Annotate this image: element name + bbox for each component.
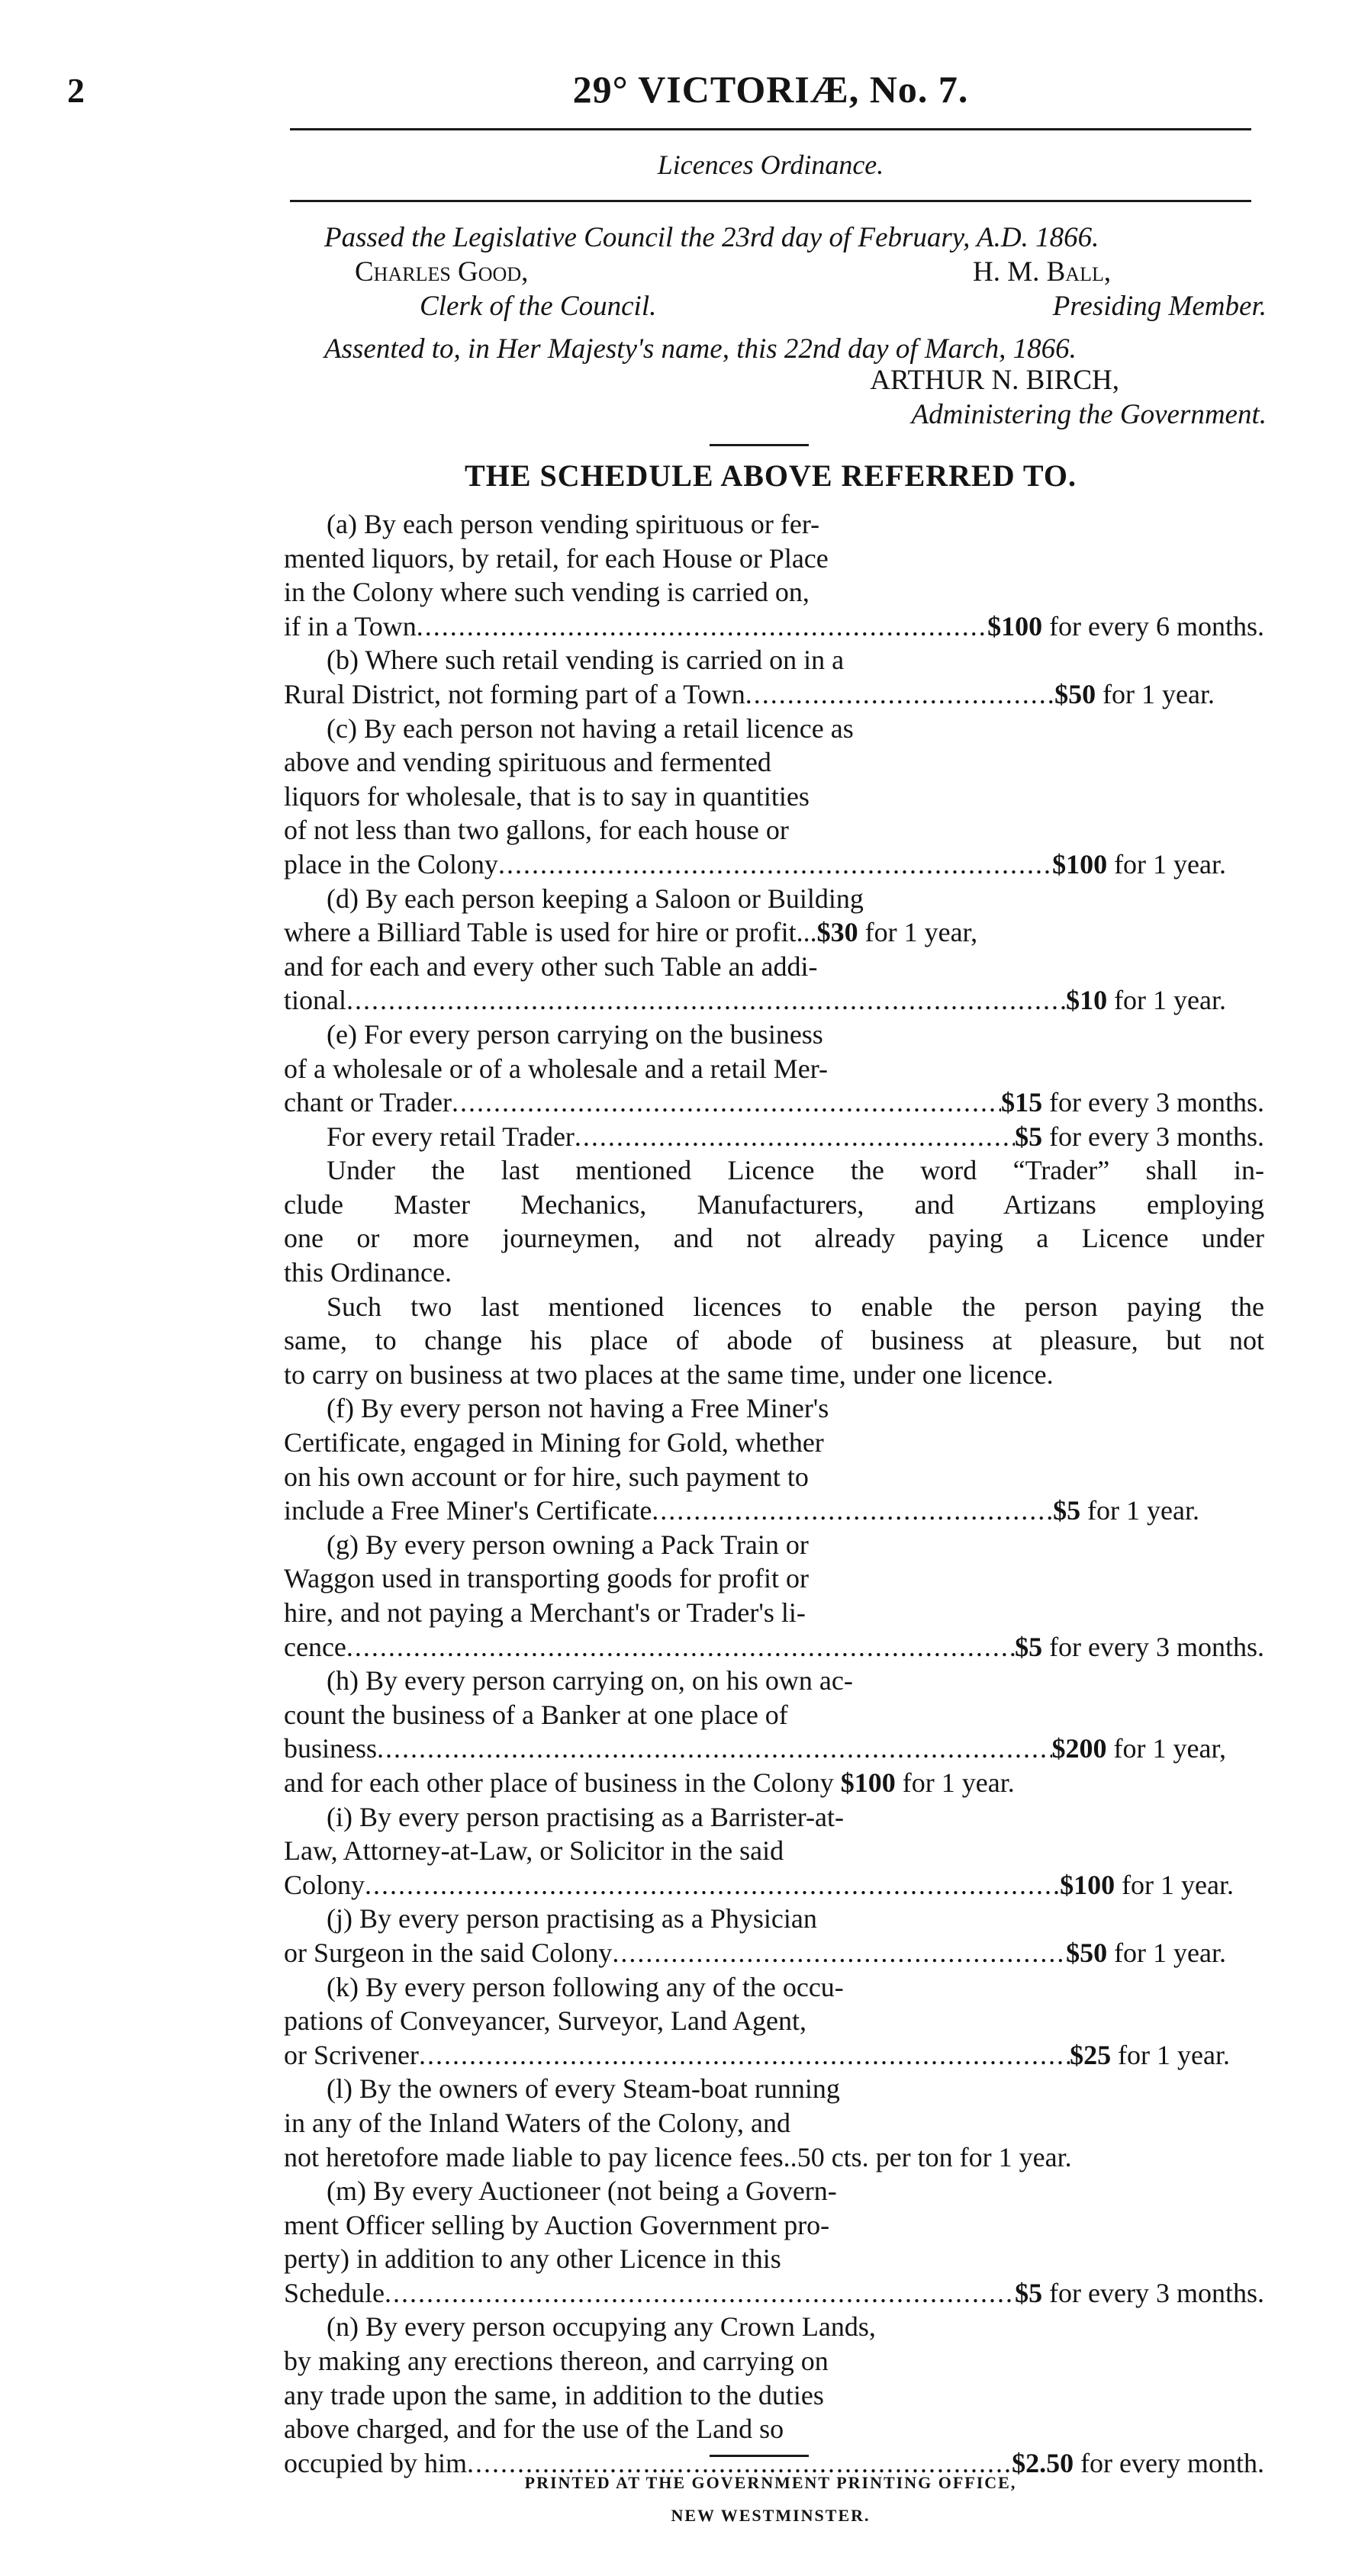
administrator-title: Administering the Government. (911, 399, 1267, 430)
fee-line: Colony ..... $100 for 1 year. (284, 1868, 1234, 1902)
presiding-member-name: H. M. Ball, (973, 256, 1112, 288)
fee-period: for 1 year. (1114, 985, 1226, 1016)
fee-period: for every 3 months. (1049, 1121, 1264, 1152)
schedule-item-b: (b) Where such retail vending is carried on in a Rural District, not forming part of a Town ..... $50 for 1 year. (284, 643, 1264, 711)
fee-line: where a Billiard Table is used for hire or profit... $30 for 1 year, (284, 915, 1226, 950)
fee-period: for 1 year. (1087, 1495, 1199, 1526)
fee-period: for 1 year. (1103, 678, 1215, 709)
fee-period: per ton for 1 year. (875, 2141, 1072, 2172)
schedule-item-c: (c) By each person not having a retail licence as above and vending spirituous and fermented liquors for wholesale, that is to say in quantities of not less than two gallons, for each house or place in the Colony ..... $100 for 1 year. (284, 712, 1264, 882)
trader-definition-paragraph: Under the last mentioned Licence the word “Trader” shall in- clude Master Mechanics, Manufacturers, and Artizans employing one or more journeymen, and not already paying a Licence under this Ordinance. (284, 1155, 1264, 1288)
clerk-title: Clerk of the Council. (420, 291, 657, 322)
fee-amount: $15 (1001, 1087, 1043, 1118)
passed-line: Passed the Legislative Council the 23rd day of February, A.D. 1866. (324, 222, 1099, 253)
fee-period: for 1 year. (1114, 848, 1226, 880)
fee-amount: $100 (840, 1767, 896, 1798)
fee-amount: $5 (1015, 1121, 1043, 1152)
fee-line: if in a Town ..... $100 for every 6 months. (284, 609, 1264, 644)
fee-period: for 1 year. (1122, 1869, 1234, 1900)
fee-amount: $100 (987, 610, 1043, 642)
fee-amount: $30 (816, 917, 858, 948)
fee-amount: $100 (1060, 1869, 1115, 1900)
fee-period: for 1 year. (1118, 2039, 1230, 2070)
schedule-item-j: (j) By every person practising as a Physician or Surgeon in the said Colony ..... $50 for 1 year. (284, 1902, 1264, 1970)
schedule-item-n: (n) By every person occupying any Crown Lands, by making any erections thereon, and carrying on any trade upon the same, in addition to the duties above charged, and for the use of the Land so occupied by him ..... $2.50 for every month. (284, 2310, 1264, 2480)
printer-imprint-line1: PRINTED AT THE GOVERNMENT PRINTING OFFICE, (524, 2473, 1017, 2492)
schedule-item-g: (g) By every person owning a Pack Train or Waggon used in transporting goods for profit or hire, and not paying a Merchant's or Trader's li- cence ..... $5 for every 3 months. (284, 1528, 1264, 1664)
administrator-name: ARTHUR N. BIRCH, (870, 365, 1119, 396)
page-number: 2 (67, 71, 85, 110)
fee-period: for every month. (1080, 2447, 1264, 2478)
fee-line: business ..... $200 for 1 year, (284, 1732, 1226, 1766)
fee-line: occupied by him ..... $2.50 for every month. (284, 2446, 1264, 2481)
fee-period: for every 3 months. (1049, 1631, 1264, 1662)
licence-transfer-paragraph: Such two last mentioned licences to enable the person paying the same, to change his place of abode of business at pleasure, but not to carry on business at two places at the same time, under one licence. (284, 1291, 1264, 1390)
fee-line: include a Free Miner's Certificate ..... $5 for 1 year. (284, 1494, 1199, 1528)
fee-line: cence ..... $5 for every 3 months. (284, 1630, 1264, 1664)
fee-amount: $25 (1070, 2039, 1112, 2070)
ordinance-subtitle: Licences Ordinance. (657, 150, 884, 180)
schedule-item-f: (f) By every person not having a Free Miner's Certificate, engaged in Mining for Gold, whether on his own account or for hire, such payment to include a Free Miner's Certificate ..... $5 for 1 year. (284, 1391, 1264, 1527)
schedule-item-l: (l) By the owners of every Steam-boat running in any of the Inland Waters of the Colony, and not heretofore made liable to pay licence fees.. 50 cts. per ton for 1 year. (284, 2072, 1264, 2174)
fee-amount: $5 (1053, 1495, 1081, 1526)
fee-line: chant or Trader ..... $15 for every 3 months. (284, 1085, 1264, 1120)
fee-line: not heretofore made liable to pay licence fees.. 50 cts. per ton for 1 year. (284, 2140, 1264, 2175)
fee-line: tional ..... $10 for 1 year. (284, 983, 1226, 1018)
fee-amount: $10 (1066, 985, 1108, 1016)
schedule-body (284, 507, 1264, 2480)
fee-amount: $100 (1052, 848, 1108, 880)
fee-period: for 1 year. (1114, 1937, 1226, 1968)
fee-line: For every retail Trader ..... $5 for every 3 months. (284, 1120, 1264, 1154)
schedule-item-e: (e) For every person carrying on the business of a wholesale or of a wholesale and a retail Mer- chant or Trader ..... $15 for every 3 months. For every retail Trader ..... $5 for every 3 months. Under the last mentioned Licence the word “Trader” shall in- clude Master Mechanics, Manufacturers, and Artizans employing one or more journeymen, and not already paying a Licence under this Ordinance. Such two last mentioned licences to enable the person paying the same, to change his place of abode of business at pleasure, but not to carry on business at two places at the same time, under one licence. (284, 1018, 1264, 1392)
fee-line: and for each other place of business in the Colony $100 for 1 year. (284, 1766, 1226, 1800)
fee-line: or Surgeon in the said Colony ..... $50 for 1 year. (284, 1936, 1226, 1970)
schedule-item-i: (i) By every person practising as a Barrister-at- Law, Attorney-at-Law, or Solicitor in the said Colony ..... $100 for 1 year. (284, 1800, 1264, 1902)
fee-line: Schedule ..... $5 for every 3 months. (284, 2276, 1264, 2311)
fee-amount: $5 (1015, 2277, 1043, 2308)
statute-title: 29° VICTORIÆ, No. 7. (572, 68, 969, 111)
printer-imprint-line2: NEW WESTMINSTER. (671, 2506, 871, 2525)
schedule-item-a: (a) By each person vending spirituous or fer- mented liquors, by retail, for each House or Place in the Colony where such vending is carried on, if in a Town ..... $100 for every 6 months. (284, 507, 1264, 643)
schedule-item-h: (h) By every person carrying on, on his own ac- count the business of a Banker at one place of business ..... $200 for 1 year, and for each other place of business in the Colony $100 for 1 year. (284, 1664, 1264, 1799)
schedule-item-k: (k) By every person following any of the occu- pations of Conveyancer, Surveyor, Land Agent, or Scrivener ..... $25 for 1 year. (284, 1970, 1264, 2073)
fee-period: for every 3 months. (1049, 1087, 1264, 1118)
fee-line: Rural District, not forming part of a Town ..... $50 for 1 year. (284, 677, 1215, 712)
fee-amount: $50 (1054, 678, 1096, 709)
schedule-item-m: (m) By every Auctioneer (not being a Govern- ment Officer selling by Auction Government pro- perty) in addition to any other Licence in this Schedule ..... $5 for every 3 months. (284, 2174, 1264, 2310)
fee-line: or Scrivener ..... $25 for 1 year. (284, 2038, 1230, 2073)
title-rule (290, 128, 1251, 130)
fee-period: for every 3 months. (1049, 2277, 1264, 2308)
schedule-item-d: (d) By each person keeping a Saloon or Building where a Billiard Table is used for hire or profit... $30 for 1 year, and for each and every other such Table an addi- tional ..... $10 for 1 year. (284, 882, 1264, 1018)
fee-amount: $5 (1015, 1631, 1043, 1662)
clerk-name: Charles Good, (355, 256, 529, 288)
fee-period: for 1 year. (902, 1767, 1015, 1798)
footer-divider (710, 2455, 809, 2457)
fee-period: for 1 year, (1113, 1733, 1226, 1764)
fee-line: place in the Colony ..... $100 for 1 year. (284, 847, 1226, 882)
presiding-member-title: Presiding Member. (1052, 291, 1267, 322)
fee-period: for every 6 months. (1049, 610, 1264, 642)
fee-amount: $2.50 (1012, 2447, 1074, 2478)
fee-amount: $200 (1051, 1733, 1107, 1764)
assent-line: Assented to, in Her Majesty's name, this 22nd day of March, 1866. (324, 333, 1077, 365)
section-divider (710, 444, 809, 446)
fee-amount: 50 cts. (797, 2141, 869, 2172)
subtitle-rule (290, 200, 1251, 202)
fee-amount: $50 (1066, 1937, 1108, 1968)
schedule-title: THE SCHEDULE ABOVE REFERRED TO. (465, 458, 1077, 493)
fee-period: for 1 year, (864, 917, 978, 948)
